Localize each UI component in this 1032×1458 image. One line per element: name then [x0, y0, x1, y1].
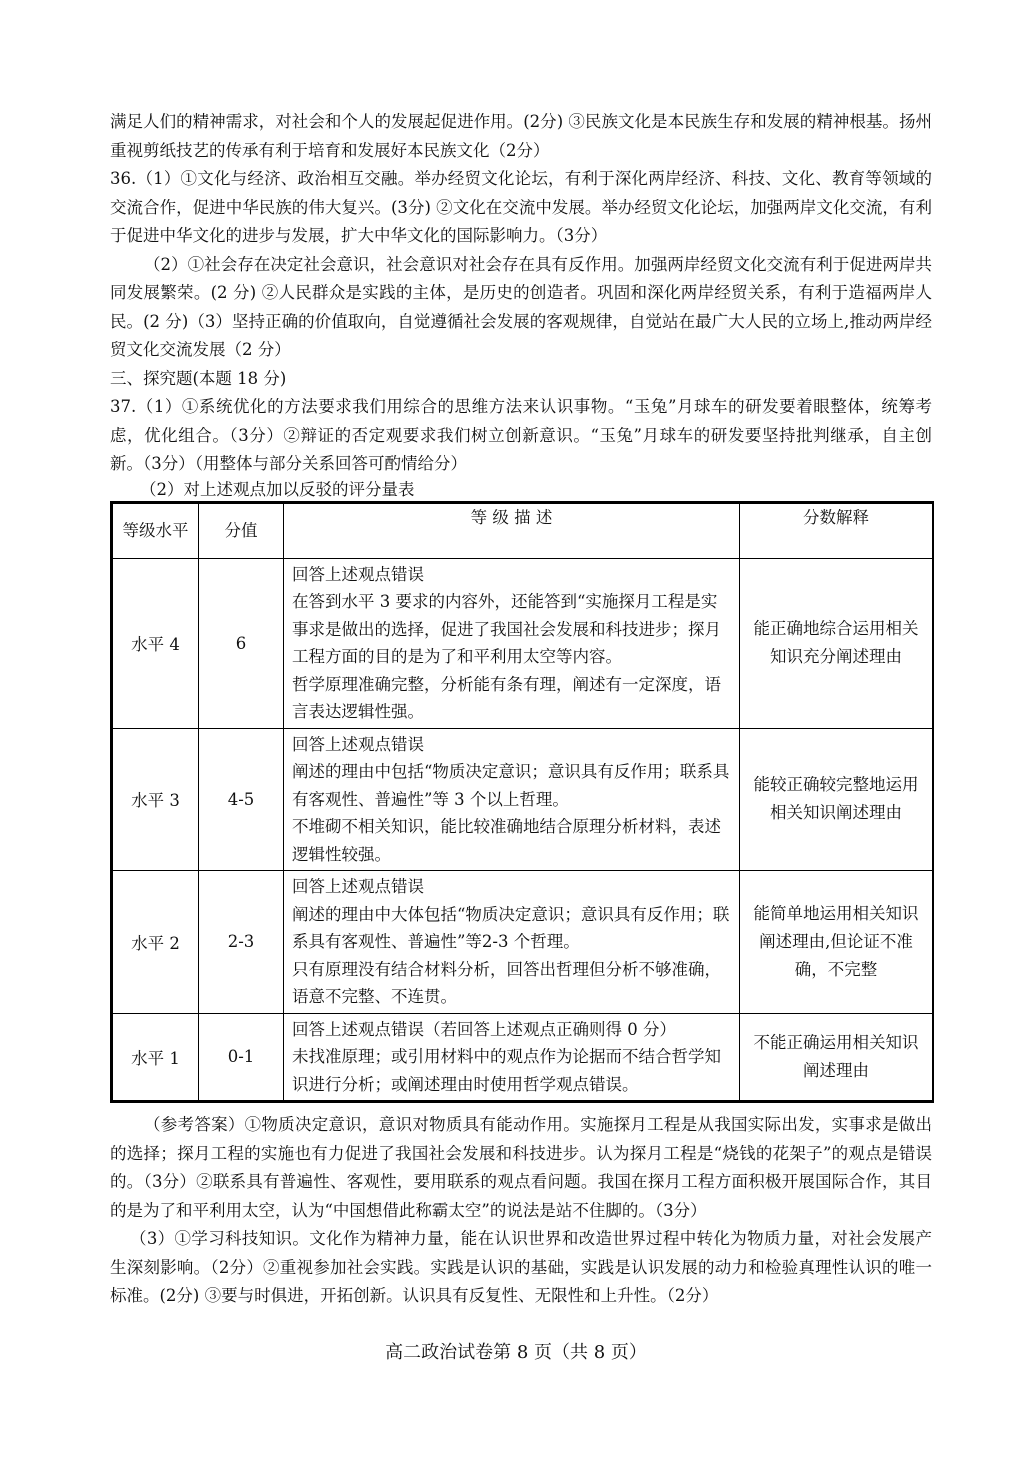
paragraph-q36-part2-3: （2）①社会存在决定社会意识，社会意识对社会存在具有反作用。加强两岸经贸文化交流有利于促进两岸共同发展繁荣。(2 分) ②人民群众是实践的主体，是历史的创造者。巩固和深化两岸经贸关系，有利于造福两岸人民。(2 分)（3）坚持正确的价值取向，自觉遵循社会发展的客观规律，自觉站在最广大人民的立场上,推动两岸经贸文化交流发展（2 分） [110, 254, 932, 359]
description-cell: 回答上述观点错误 在答到水平 3 要求的内容外，还能答到“实施探月工程是实事求是做出的选择，促进了我国社会发展和科技进步；探月工程方面的目的是为了和平利用太空等内容。 哲学原理准确完整，分析能有条有理，阐述有一定深度，语言表达逻辑性强。 [284, 558, 740, 728]
score-cell: 2-3 [199, 871, 284, 1014]
level-cell: 水平 4 [113, 558, 199, 728]
header-level: 等级水平 [113, 503, 199, 558]
table-row [113, 871, 933, 1014]
table-caption: （2）对上述观点加以反驳的评分量表 [140, 479, 415, 499]
level-cell: 水平 3 [113, 728, 199, 871]
section-heading-inquiry: 三、探究题(本题 18 分) [110, 368, 287, 388]
scoring-rubric-frame [110, 501, 934, 1104]
paragraph-q37-part3: （3）①学习科技知识。文化作为精神力量，能在认识世界和改造世界过程中转化为物质力量，对社会发展产生深刻影响。（2分）②重视参加社会实践。实践是认识的基础，实践是认识发展的动力和检验真理性认识的唯一标准。(2分) ③要与时俱进，开拓创新。认识具有反复性、无限性和上升性。（2分） [110, 1229, 932, 1305]
paragraph-q37-part1: 37.（1）①系统优化的方法要求我们用综合的思维方法来认识事物。“玉兔”月球车的研发要着眼整体，统筹考虑，优化组合。（3分）②辩证的否定观要求我们树立创新意识。“玉兔”月球车的研发要坚持批判继承，自主创新。（3分）（用整体与部分关系回答可酌情给分） [110, 397, 932, 473]
header-score: 分值 [199, 503, 284, 558]
header-description: 等 级 描 述 [284, 503, 740, 558]
explanation-cell: 能较正确较完整地运用相关知识阐述理由 [740, 728, 933, 871]
answer-sheet-page [110, 108, 932, 1311]
paragraph-reference-answer: （参考答案）①物质决定意识，意识对物质具有能动作用。实施探月工程是从我国实际出发，实事求是做出的选择；探月工程的实施也有力促进了我国社会发展和科技进步。认为探月工程是“烧钱的花架子”的观点是错误的。（3分）②联系具有普遍性、客观性，要用联系的观点看问题。我国在探月工程方面积极开展国际合作，其目的是为了和平利用太空，认为“中国想借此称霸太空”的说法是站不住脚的。（3分） [110, 1115, 932, 1220]
score-cell: 0-1 [199, 1013, 284, 1101]
table-row [113, 558, 933, 728]
score-cell: 6 [199, 558, 284, 728]
page-footer: 高二政治试卷第 8 页（共 8 页） [385, 1342, 647, 1363]
table-row [113, 728, 933, 871]
explanation-cell: 不能正确运用相关知识阐述理由 [740, 1013, 933, 1101]
level-cell: 水平 1 [113, 1013, 199, 1101]
scoring-rubric-table [112, 503, 933, 1102]
description-cell: 回答上述观点错误（若回答上述观点正确则得 0 分） 未找准原理；或引用材料中的观点作为论据而不结合哲学知识进行分析；或阐述理由时使用哲学观点错误。 [284, 1013, 740, 1101]
level-cell: 水平 2 [113, 871, 199, 1014]
header-explanation: 分数解释 [740, 503, 933, 558]
explanation-cell: 能正确地综合运用相关知识充分阐述理由 [740, 558, 933, 728]
explanation-cell: 能简单地运用相关知识阐述理由,但论证不准确，不完整 [740, 871, 933, 1014]
score-cell: 4-5 [199, 728, 284, 871]
table-header-row [113, 503, 933, 558]
description-cell: 回答上述观点错误 阐述的理由中大体包括“物质决定意识；意识具有反作用；联系具有客观性、普遍性”等2-3 个哲理。 只有原理没有结合材料分析，回答出哲理但分析不够准确，语意不完整、不连贯。 [284, 871, 740, 1014]
description-cell: 回答上述观点错误 阐述的理由中包括“物质决定意识；意识具有反作用；联系具有客观性、普遍性”等 3 个以上哲理。 不堆砌不相关知识，能比较准确地结合原理分析材料，表述逻辑性较强。 [284, 728, 740, 871]
paragraph-q36-part1: 36.（1）①文化与经济、政治相互交融。举办经贸文化论坛，有利于深化两岸经济、科技、文化、教育等领域的交流合作，促进中华民族的伟大复兴。(3分) ②文化在交流中发展。举办经贸文化论坛，加强两岸文化交流，有利于促进中华文化的进步与发展，扩大中华文化的国际影响力。（3分） [110, 169, 932, 245]
table-row [113, 1013, 933, 1101]
paragraph-culture-answer: 满足人们的精神需求，对社会和个人的发展起促进作用。(2分) ③民族文化是本民族生存和发展的精神根基。扬州重视剪纸技艺的传承有利于培育和发展好本民族文化（2分） [110, 112, 932, 160]
